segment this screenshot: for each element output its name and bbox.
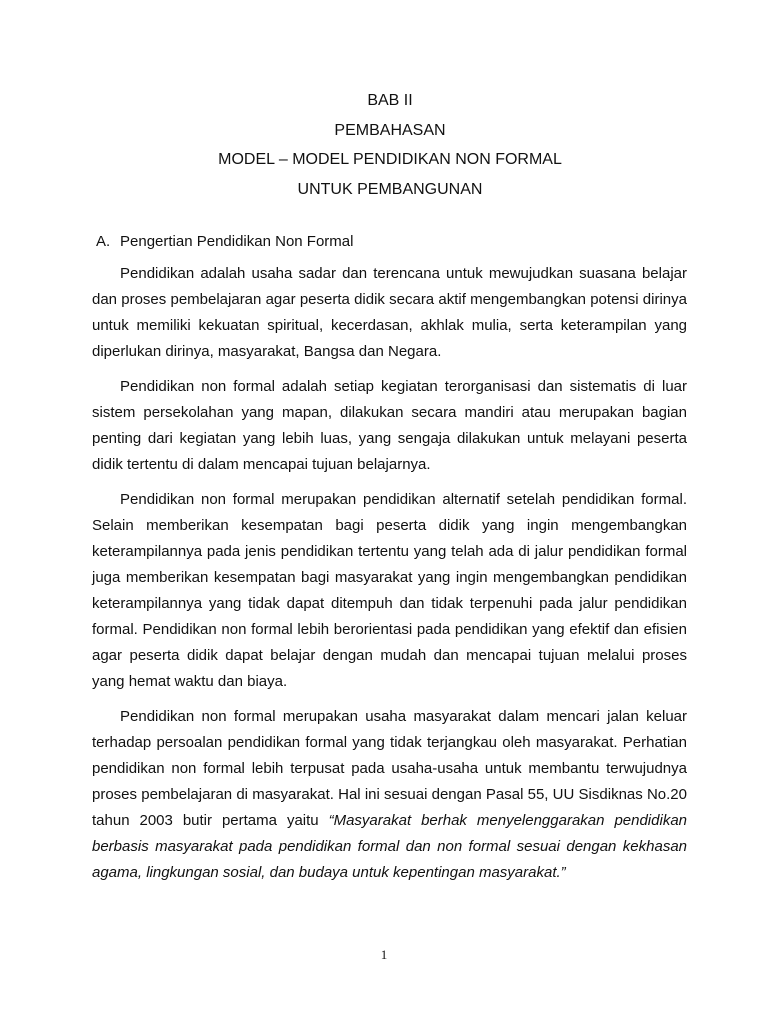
chapter-title-line-2: UNTUK PEMBANGUNAN [297, 180, 483, 198]
section-heading-a [96, 231, 353, 253]
section-title: Pengertian Pendidikan Non Formal [120, 233, 354, 250]
paragraph-4 [92, 704, 687, 886]
part-label: PEMBAHASAN [334, 121, 446, 139]
section-marker: A. [96, 233, 111, 250]
chapter-heading-block [0, 86, 768, 204]
paragraph-2: Pendidikan non formal adalah setiap kegiatan terorganisasi dan sistematis di luar sistem persekolahan yang mapan, dilakukan secara mandiri atau merupakan bagian penting dari kegiatan yang lebih luas, yang sengaja dilakukan untuk melayani peserta didik tertentu di dalam mencapai tujuan belajarnya. [92, 378, 687, 473]
body-text [92, 261, 687, 895]
paragraph-1: Pendidikan adalah usaha sadar dan terencana untuk mewujudkan suasana belajar dan proses pembelajaran agar peserta didik secara aktif mengembangkan potensi dirinya untuk memiliki kekuatan spiritual, kecerdasan, akhlak mulia, serta keterampilan yang diperlukan dirinya, masyarakat, Bangsa dan Negara. [92, 265, 687, 360]
chapter-title-line-1: MODEL – MODEL PENDIDIKAN NON FORMAL [218, 151, 562, 168]
law-quotation: “Masyarakat berhak menyelenggarakan pendidikan berbasis masyarakat pada pendidikan formal dan non formal sesuai dengan kekhasan agama, lingkungan sosial, dan budaya untuk kepentingan masyarakat.” [92, 812, 687, 881]
page-number: 1 [380, 947, 388, 962]
paragraph-3: Pendidikan non formal merupakan pendidikan alternatif setelah pendidikan formal. Selain memberikan kesempatan bagi peserta didik yang ingin mengembangkan keterampilannya pada jenis pendidikan tertentu yang telah ada di jalur pendidikan formal juga memberikan kesempatan bagi masyarakat yang ingin mengembangkan pendidikan keterampilannya yang tidak dapat ditempuh dan tidak terpenuhi pada jalur pendidikan formal. Pendidikan non formal lebih berorientasi pada pendidikan yang efektif dan efisien agar peserta didik dapat belajar dengan mudah dan mencapai tujuan melalui proses yang hemat waktu dan biaya. [92, 491, 687, 690]
chapter-label: BAB II [367, 92, 413, 109]
paragraph-4-text: Pendidikan non formal merupakan usaha masyarakat dalam mencari jalan keluar terhadap persoalan pendidikan formal yang tidak terjangkau oleh masyarakat. Perhatian pendidikan non formal lebih terpusat pada usaha-usaha untuk membantu terwujudnya proses pembelajaran di masyarakat. Hal ini sesuai dengan Pasal 55, UU Sisdiknas No.20 tahun 2003 butir pertama yaitu [92, 708, 687, 829]
